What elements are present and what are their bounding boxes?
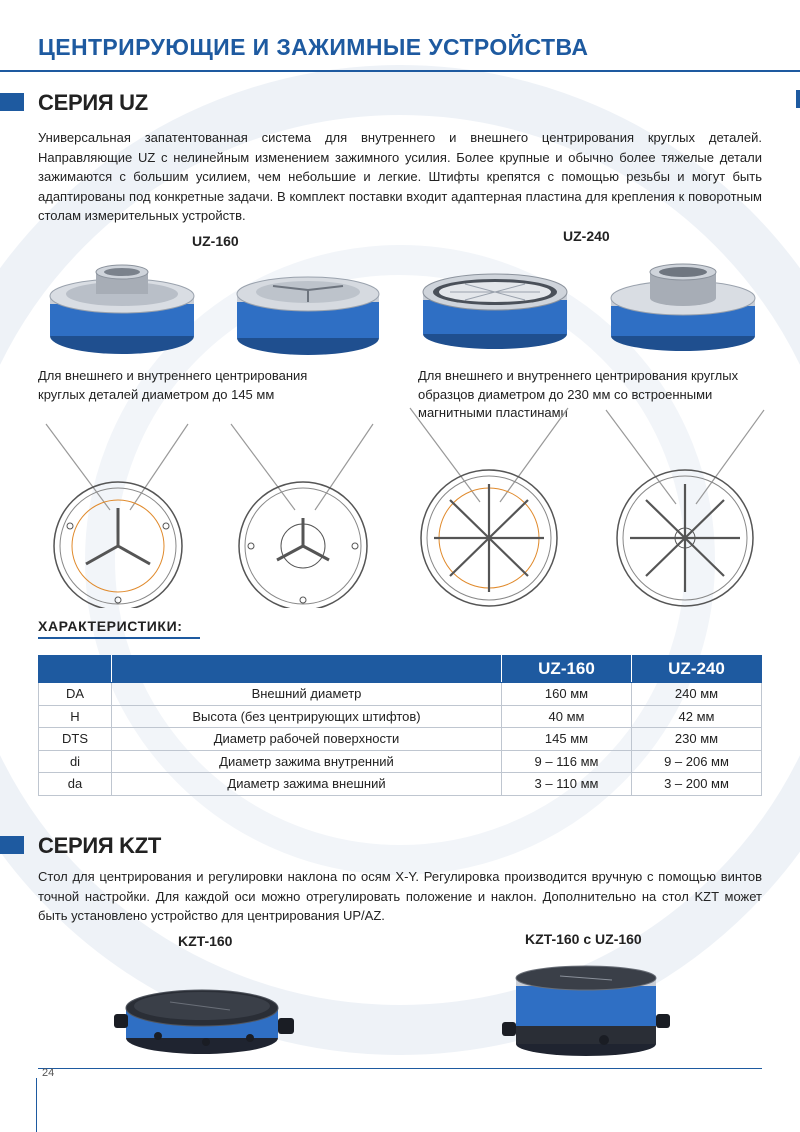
uz240-drawing-1 — [404, 402, 574, 608]
kzt160-uz-photo — [500, 960, 672, 1060]
table-row — [39, 728, 762, 751]
spec-code: di — [39, 750, 112, 773]
specs-heading: ХАРАКТЕРИСТИКИ: — [38, 618, 183, 634]
spec-uz160-value: 9 – 116 мм — [502, 750, 632, 773]
kzt-description: Стол для центрирования и регулировки наклона по осям X-Y. Регулировка производится вручную с помощью винтов точной настройки. Для каждой оси можно отрегулировать положение и наклон. Дополнительно на стол KZT может быть установлено устройство для центрирования UP/AZ. — [38, 869, 762, 923]
spec-name: Диаметр зажима внутренний — [112, 750, 502, 773]
spec-code: DTS — [39, 728, 112, 751]
specs-header-uz240: UZ-240 — [632, 656, 762, 683]
uz160-label: UZ-160 — [192, 233, 239, 249]
specs-header-code — [39, 656, 112, 683]
spec-code: da — [39, 773, 112, 796]
spec-uz160-value: 3 – 110 мм — [502, 773, 632, 796]
specs-table — [38, 655, 762, 796]
uz160-photo-2 — [233, 268, 383, 360]
table-row — [39, 683, 762, 706]
page-number: 24 — [42, 1067, 55, 1079]
specs-header-row — [39, 656, 762, 683]
uz240-photo-1 — [420, 270, 570, 352]
spec-uz160-value: 160 мм — [502, 683, 632, 706]
spec-code: DA — [39, 683, 112, 706]
spec-uz240-value: 9 – 206 мм — [632, 750, 762, 773]
table-row — [39, 705, 762, 728]
uz160-photo-1 — [46, 256, 198, 360]
specs-heading-underline — [38, 637, 200, 639]
spec-name: Диаметр рабочей поверхности — [112, 728, 502, 751]
footer-vertical-line — [36, 1078, 37, 1132]
kzt160-label: KZT-160 — [178, 933, 233, 949]
uz240-label: UZ-240 — [563, 228, 610, 244]
spec-name: Высота (без центрирующих штифтов) — [112, 705, 502, 728]
spec-code: H — [39, 705, 112, 728]
uz240-drawing-2 — [600, 404, 770, 608]
kzt-section-title: СЕРИЯ KZT — [38, 833, 162, 858]
uz-section-marker — [0, 93, 24, 111]
page-title: ЦЕНТРИРУЮЩИЕ И ЗАЖИМНЫЕ УСТРОЙСТВА — [38, 34, 589, 60]
uz-description: Универсальная запатентованная система для внутреннего и внешнего центрирования круглых деталей. Направляющие UZ с нелинейным изменением зажимного усилия. Более крупные и обычно более тяжелые детали зажимаются с большим усилием, чем небольшие и легкие. Штифты крепятся с помощью резьбы и могут быть адаптированы под конкретные задачи. В комплект поставки входит адаптерная пластина для крепления к поворотным столам измерительных устройств. — [38, 130, 762, 223]
uz-section-title: СЕРИЯ UZ — [38, 90, 148, 115]
uz240-photo-2 — [608, 262, 758, 356]
uz240-caption: Для внешнего и внутреннего центрирования круглых образцов диаметром до 230 мм со встроенными магнитными пластинами — [418, 368, 739, 420]
specs-header-uz160: UZ-160 — [502, 656, 632, 683]
kzt160-uz-label: KZT-160 с UZ-160 — [525, 931, 642, 947]
spec-uz240-value: 3 – 200 мм — [632, 773, 762, 796]
uz160-caption: Для внешнего и внутреннего центрирования круглых деталей диаметром до 145 мм — [38, 368, 308, 402]
right-edge-tab — [796, 90, 800, 108]
spec-uz240-value: 240 мм — [632, 683, 762, 706]
spec-uz240-value: 230 мм — [632, 728, 762, 751]
kzt-section-marker — [0, 836, 24, 854]
specs-header-name — [112, 656, 502, 683]
table-row — [39, 773, 762, 796]
spec-uz160-value: 145 мм — [502, 728, 632, 751]
uz160-drawing-2 — [225, 418, 380, 608]
table-row — [39, 750, 762, 773]
spec-uz240-value: 42 мм — [632, 705, 762, 728]
footer-divider — [38, 1068, 762, 1069]
title-divider — [0, 70, 800, 72]
uz160-drawing-1 — [40, 418, 195, 608]
kzt160-photo — [110, 964, 300, 1060]
spec-name: Внешний диаметр — [112, 683, 502, 706]
spec-name: Диаметр зажима внешний — [112, 773, 502, 796]
spec-uz160-value: 40 мм — [502, 705, 632, 728]
